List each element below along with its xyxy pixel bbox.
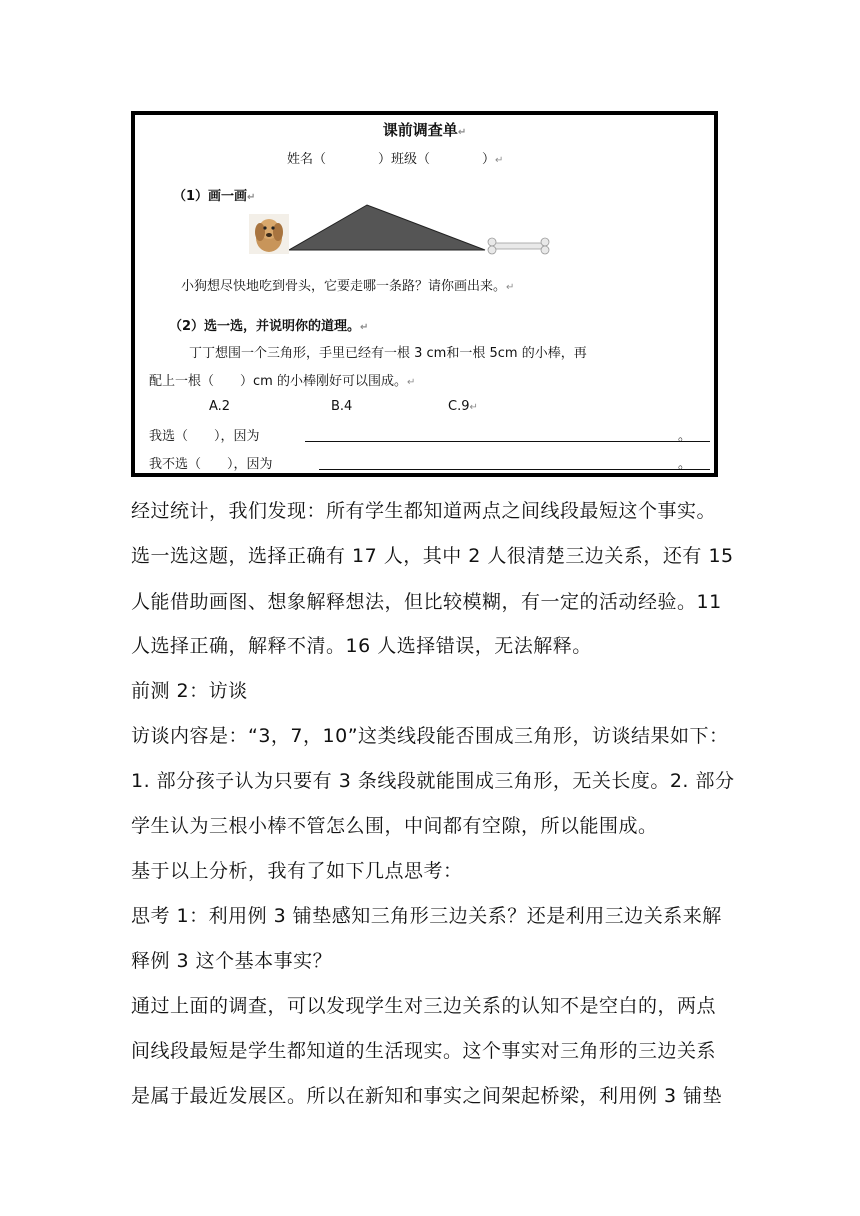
choose-line: 我选（ ），因为 bbox=[149, 429, 260, 444]
edit-mark: ↵ bbox=[495, 155, 504, 166]
part1-question bbox=[181, 275, 514, 294]
edit-mark: ↵ bbox=[506, 282, 515, 293]
paragraph-line: 人选择正确，解释不清。16 人选择错误，无法解释。 bbox=[131, 635, 592, 657]
survey-sheet bbox=[131, 111, 718, 477]
edit-mark: ↵ bbox=[457, 127, 467, 138]
edit-mark: ↵ bbox=[406, 377, 416, 388]
part2-heading bbox=[169, 315, 368, 334]
not-choose-period: 。 bbox=[678, 457, 692, 472]
paragraph-line: 1. 部分孩子认为只要有 3 条线段就能围成三角形，无关长度。2. 部分 bbox=[131, 770, 735, 792]
survey-title bbox=[135, 119, 714, 140]
edit-mark: ↵ bbox=[247, 192, 256, 203]
not-choose-line: 我不选（ ），因为 bbox=[149, 457, 273, 472]
paragraph-line: 人能借助画图、想象解释想法，但比较模糊，有一定的活动经验。11 bbox=[131, 591, 722, 613]
part2-heading-text: （2）选一选，并说明你的道理。 bbox=[169, 319, 361, 334]
option-c-text: C.9 bbox=[448, 399, 470, 414]
section-heading: 前测 2：访谈 bbox=[131, 680, 248, 702]
triangle-shape bbox=[289, 203, 489, 253]
paragraph-line: 是属于最近发展区。所以在新知和事实之间架起桥梁，利用例 3 铺垫 bbox=[131, 1085, 723, 1107]
paragraph-line: 经过统计，我们发现：所有学生都知道两点之间线段最短这个事实。 bbox=[131, 500, 717, 522]
part2-question-line2 bbox=[149, 370, 415, 389]
choose-underline bbox=[305, 441, 710, 442]
part1-heading bbox=[173, 185, 255, 204]
not-choose-underline bbox=[319, 469, 710, 470]
paragraph-line: 释例 3 这个基本事实？ bbox=[131, 950, 333, 972]
paragraph-line: 学生认为三根小棒不管怎么围，中间都有空隙，所以能围成。 bbox=[131, 815, 658, 837]
option-c bbox=[448, 399, 478, 414]
bone-image bbox=[485, 237, 553, 255]
part2-question-line2-text: 配上一根（ ）cm 的小棒刚好可以围成。 bbox=[149, 374, 407, 389]
part2-question-line1: 丁丁想围一个三角形，手里已经有一根 3 cm和一根 5cm 的小棒，再 bbox=[189, 346, 587, 361]
dog-image bbox=[249, 214, 289, 254]
paragraph-line: 选一选这题，选择正确有 17 人，其中 2 人很清楚三边关系，还有 15 bbox=[131, 545, 734, 567]
option-a: A.2 bbox=[209, 399, 231, 414]
paragraph-line: 间线段最短是学生都知道的生活现实。这个事实对三角形的三边关系 bbox=[131, 1040, 717, 1062]
choose-period: 。 bbox=[678, 429, 692, 444]
name-class-line bbox=[287, 148, 503, 167]
edit-mark: ↵ bbox=[469, 402, 478, 413]
paragraph-line: 基于以上分析，我有了如下几点思考： bbox=[131, 860, 463, 882]
name-class-text: 姓名（ ）班级（ ） bbox=[287, 152, 496, 167]
survey-title-text: 课前调查单 bbox=[382, 121, 458, 139]
paragraph-line: 通过上面的调查，可以发现学生对三边关系的认知不是空白的，两点 bbox=[131, 995, 717, 1017]
part1-heading-text: （1）画一画 bbox=[173, 189, 248, 204]
paragraph-line: 访谈内容是：“3，7，10”这类线段能否围成三角形，访谈结果如下： bbox=[131, 725, 729, 747]
paragraph-line: 思考 1：利用例 3 铺垫感知三角形三边关系？还是利用三边关系来解 bbox=[131, 905, 722, 927]
edit-mark: ↵ bbox=[360, 322, 369, 333]
part1-question-text: 小狗想尽快地吃到骨头，它要走哪一条路？请你画出来。 bbox=[181, 279, 507, 294]
option-b: B.4 bbox=[331, 399, 353, 414]
